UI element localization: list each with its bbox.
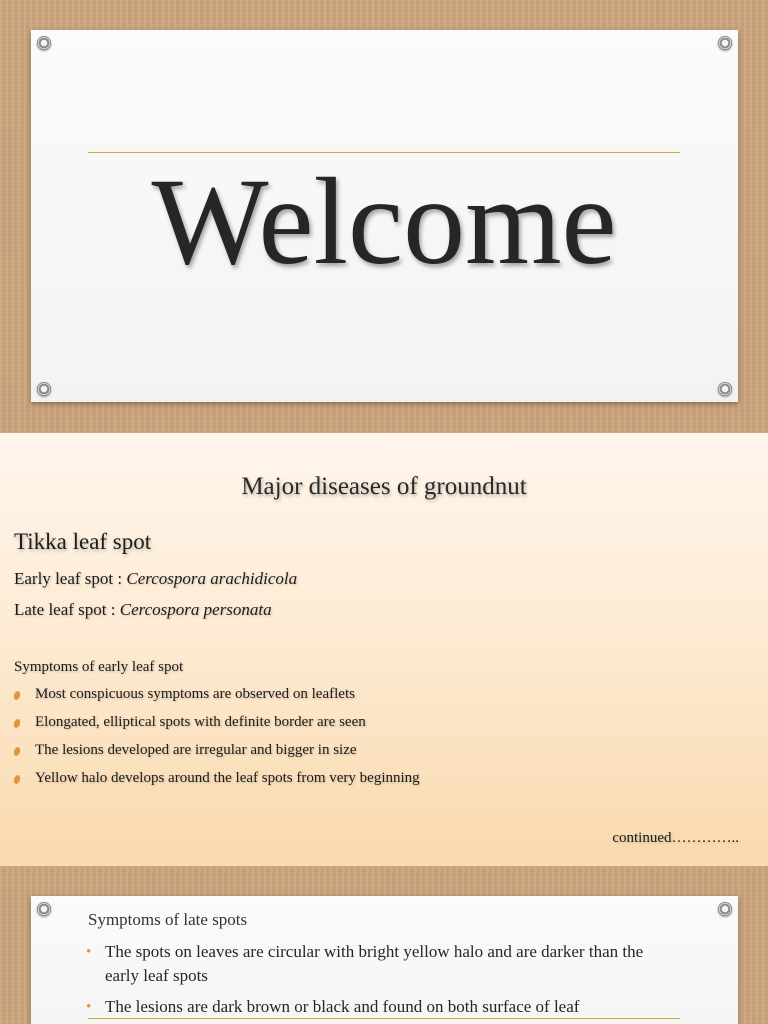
late-leaf-spot-line — [14, 600, 272, 620]
list-item-text: The lesions are dark brown or black and found on both surface of leaf — [105, 997, 580, 1016]
symptoms-list — [14, 686, 420, 798]
late-pathogen: Cercospora personata — [119, 600, 272, 619]
slide-title: Welcome — [151, 153, 617, 290]
bullet-icon — [13, 690, 22, 701]
grommet-icon — [37, 36, 51, 50]
slide-groundnut-diseases — [0, 433, 768, 866]
list-item — [14, 770, 420, 798]
grommet-icon — [718, 902, 732, 916]
bullet-icon — [13, 746, 22, 757]
early-label: Early leaf spot : — [14, 569, 127, 588]
list-item — [14, 714, 420, 742]
section-heading: Symptoms of late spots — [88, 910, 248, 929]
section-heading: Tikka leaf spot — [14, 529, 152, 554]
list-item — [14, 686, 420, 714]
slide-welcome — [0, 0, 768, 432]
list-item — [86, 940, 665, 988]
late-label: Late leaf spot : — [14, 600, 120, 619]
bullet-icon — [13, 774, 22, 785]
list-item-text: The lesions developed are irregular and bigger in size — [35, 742, 357, 758]
list-item-text: The spots on leaves are circular with bright yellow halo and are darker than the early leaf spots — [105, 942, 644, 985]
list-item — [14, 742, 420, 770]
slide-late-spots — [0, 867, 768, 1024]
grommet-icon — [37, 382, 51, 396]
slide-card — [31, 896, 738, 1024]
bullet-icon — [13, 718, 22, 729]
list-item-text: Elongated, elliptical spots with definite border are seen — [35, 714, 366, 730]
continued-note: continued………….. — [612, 830, 739, 846]
early-leaf-spot-line — [14, 569, 297, 589]
list-item-text: Yellow halo develops around the leaf spots from very beginning — [35, 770, 420, 786]
slide-title: Major diseases of groundnut — [241, 473, 527, 500]
symptoms-heading: Symptoms of early leaf spot — [14, 659, 184, 675]
list-item — [86, 995, 665, 1019]
bullet-icon: • — [86, 999, 92, 1015]
list-item-text: Most conspicuous symptoms are observed on leaflets — [35, 686, 355, 702]
grommet-icon — [718, 382, 732, 396]
bullet-icon: • — [86, 944, 92, 960]
grommet-icon — [37, 902, 51, 916]
early-pathogen: Cercospora arachidicola — [126, 569, 298, 588]
grommet-icon — [718, 36, 732, 50]
